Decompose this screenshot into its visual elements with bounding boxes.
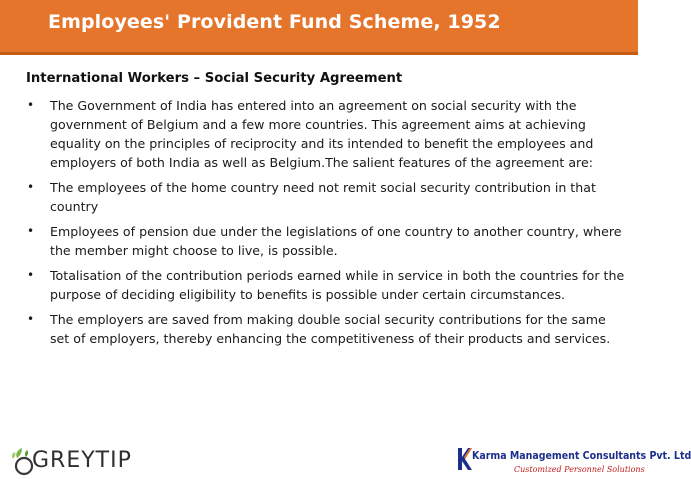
karma-company-name: Karma Management Consultants Pvt. Ltd [472,450,691,462]
karma-logo [456,440,691,479]
bullet-item-4 [26,266,626,304]
title-bar [0,0,638,55]
greytip-wordmark: GREYTIP [32,448,132,473]
bullet-text: The Government of India has entered into an agreement on social security with the government of Belgium and a few more countries. This agreement aims at achieving equality on the principles of reciprocity and its intended to benefit the employees and employers of both India as well as Belgium.The salient features of the agreement are: [50,98,594,170]
bullet-marker: • [27,98,35,112]
bullet-item-2 [26,178,626,216]
bullet-marker: • [27,180,35,194]
slide-title: Employees' Provident Fund Scheme, 1952 [48,11,501,33]
greytip-logo [9,444,159,478]
karma-tagline: Customized Personnel Solutions [514,465,645,474]
section-subheading: International Workers – Social Security Agreement [26,71,403,86]
bullet-item-5 [26,310,626,348]
karma-k-icon [456,446,472,472]
bullet-item-3 [26,222,626,260]
bullet-marker: • [27,224,35,238]
bullet-text: Totalisation of the contribution periods earned while in service in both the countries for the purpose of deciding eligibility to benefits is possible under certain circumstances. [50,268,625,302]
bullet-text: The employees of the home country need not remit social security contribution in that country [50,180,596,214]
bullet-text: Employees of pension due under the legislations of one country to another country, where the member might choose to live, is possible. [50,224,622,258]
bullet-text: The employers are saved from making double social security contributions for the same set of employers, thereby enhancing the competitiveness of their products and services. [50,312,611,346]
bullet-marker: • [27,268,35,282]
bullet-item-1 [26,96,626,172]
bullet-marker: • [27,312,35,326]
bullet-list [26,96,626,354]
